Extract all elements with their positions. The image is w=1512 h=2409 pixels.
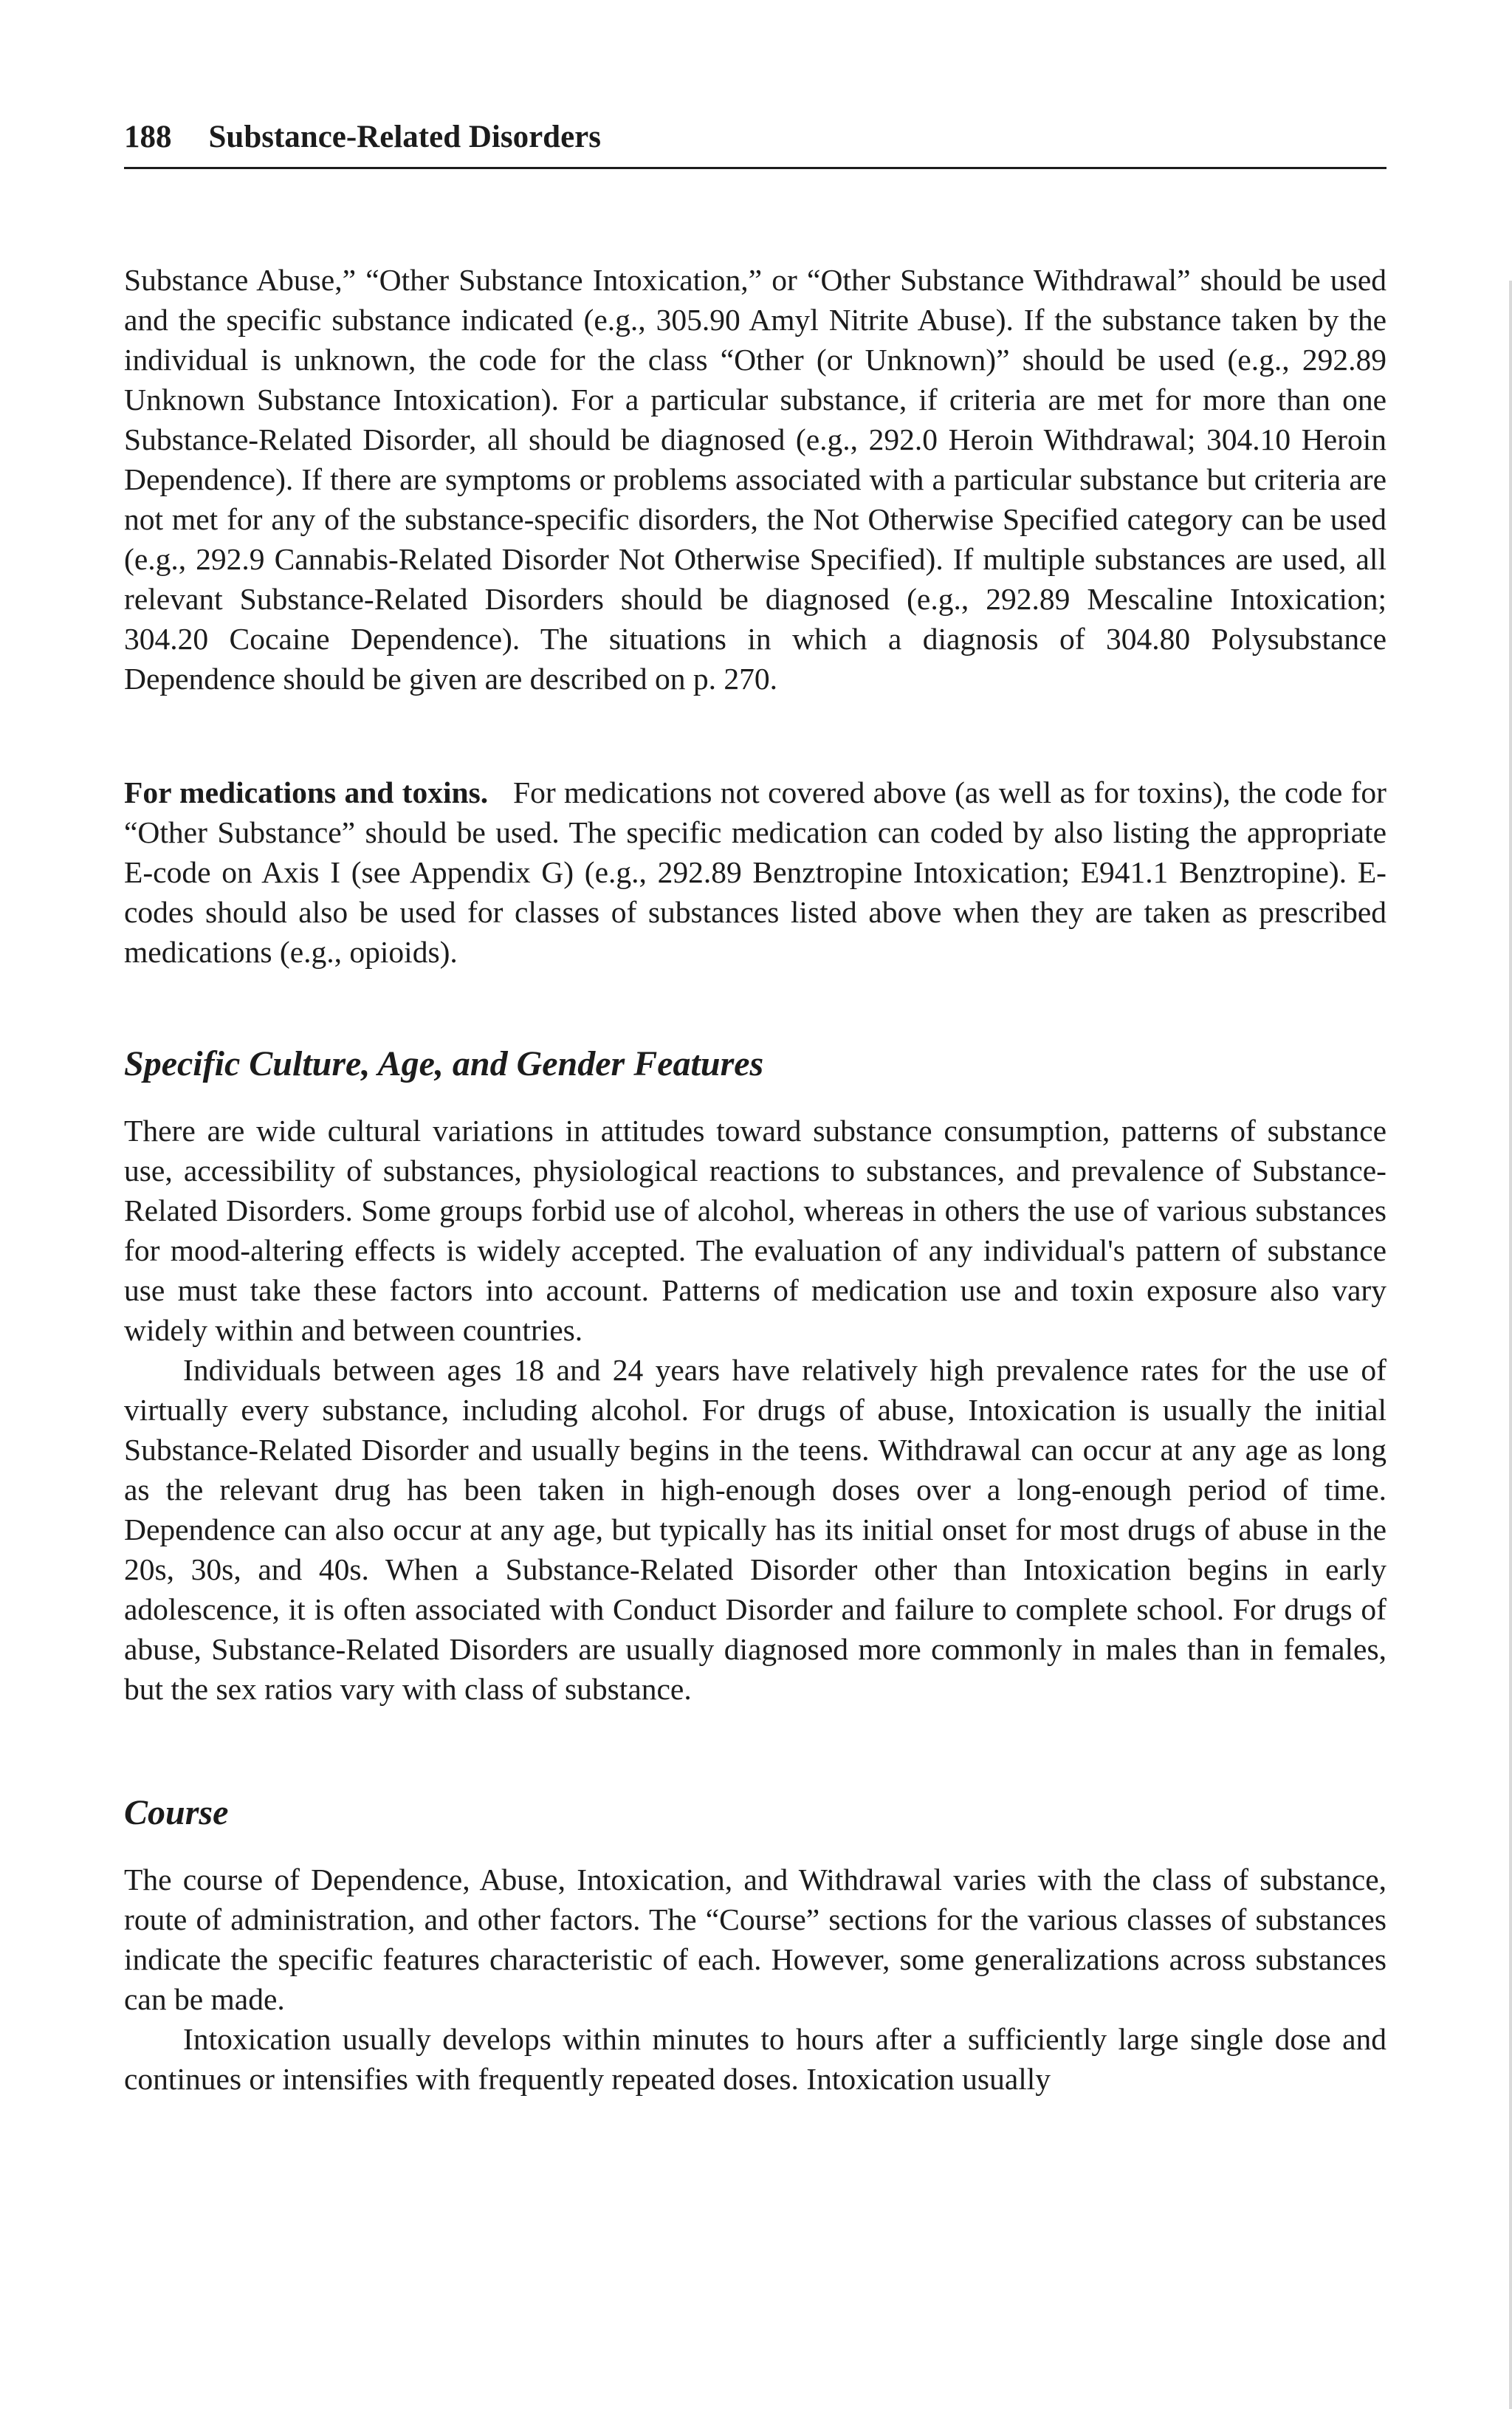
paragraph-age-features: Individuals between ages 18 and 24 years have relatively high prevalence rates for the use of virtually every substance, including alcohol. For drugs of abuse, Intoxication is usually the initial Substance-Related Disorder and usually begins in the teens. Withdrawal can occur at any age as long as the relevant drug has been taken in high-enough doses over a long-enough period of time. Dependence can also occur at any age, but typically has its initial onset for most drugs of abuse in the 20s, 30s, and 40s. When a Substance-Related Disorder other than Intoxication begins in early adolescence, it is often associated with Conduct Disorder and failure to complete school. For drugs of abuse, Substance-Related Disorders are usually diagnosed more commonly in males than in females, but the sex ratios vary with class of substance. — [124, 1353, 1386, 1706]
paragraph-coding-rules: Substance Abuse,” “Other Substance Intoxication,” or “Other Substance Withdrawal” should be used and the specific substance indicated (e.g., 305.90 Amyl Nitrite Abuse). If the substance taken by the individual is unknown, the code for the class “Other (or Unknown)” should be used (e.g., 292.89 Unknown Substance Intoxication). For a particular substance, if criteria are met for more than one Substance-Related Disorder, all should be diagnosed (e.g., 292.0 Heroin Withdrawal; 304.10 Heroin Dependence). If there are symptoms or problems associated with a particular substance but criteria are not met for any of the substance-specific disorders, the Not Otherwise Specified category can be used (e.g., 292.9 Cannabis-Related Disorder Not Otherwise Specified). If multiple substances are used, all relevant Substance-Related Disorders should be diagnosed (e.g., 292.89 Mescaline Intoxication; 304.20 Cocaine Dependence). The situations in which a diagnosis of 304.80 Polysubstance Dependence should be given are described on p. 270. — [124, 263, 1386, 696]
page-body — [124, 260, 1386, 2099]
running-head — [124, 118, 1386, 157]
section-heading-course: Course — [124, 1793, 229, 1832]
header-rule — [124, 167, 1386, 169]
paragraph-cultural-variations: There are wide cultural variations in attitudes toward substance consumption, patterns of substance use, accessibility of substances, physiological reactions to substances, and prevalence of Substance-Related Disorders. Some groups forbid use of alcohol, whereas in others the use of various substances for mood-altering effects is widely accepted. The evaluation of any individual's pattern of substance use must take these factors into account. Patterns of medication use and toxin exposure also vary widely within and between countries. — [124, 1114, 1386, 1347]
runin-heading-medications: For medications and toxins. — [124, 775, 489, 809]
running-head-title: Substance-Related Disorders — [208, 120, 601, 154]
page-edge-shadow — [1509, 281, 1512, 2409]
paragraph-medications-toxins — [124, 772, 1386, 972]
paragraph-course-overview: The course of Dependence, Abuse, Intoxication, and Withdrawal varies with the class of substance, route of administration, and other factors. The “Course” sections for the various classes of substances indicate the specific features characteristic of each. However, some generalizations across substances can be made. — [124, 1863, 1386, 2016]
paragraph-medications-text: For medications not covered above (as well as for toxins), the code for “Other Substance” should be used. The specific medication can coded by also listing the appropriate E-code on Axis I (see Appendix G) (e.g., 292.89 Benztropine Intoxication; E941.1 Benztropine). E-codes should also be used for classes of substances listed above when they are taken as prescribed medications (e.g., opioids). — [124, 775, 1386, 969]
page-number: 188 — [124, 120, 172, 154]
paragraph-intoxication-course: Intoxication usually develops within minutes to hours after a sufficiently large single dose and continues or intensifies with frequently repeated doses. Intoxication usually — [124, 2022, 1386, 2096]
section-heading-culture-age-gender: Specific Culture, Age, and Gender Features — [124, 1044, 764, 1083]
